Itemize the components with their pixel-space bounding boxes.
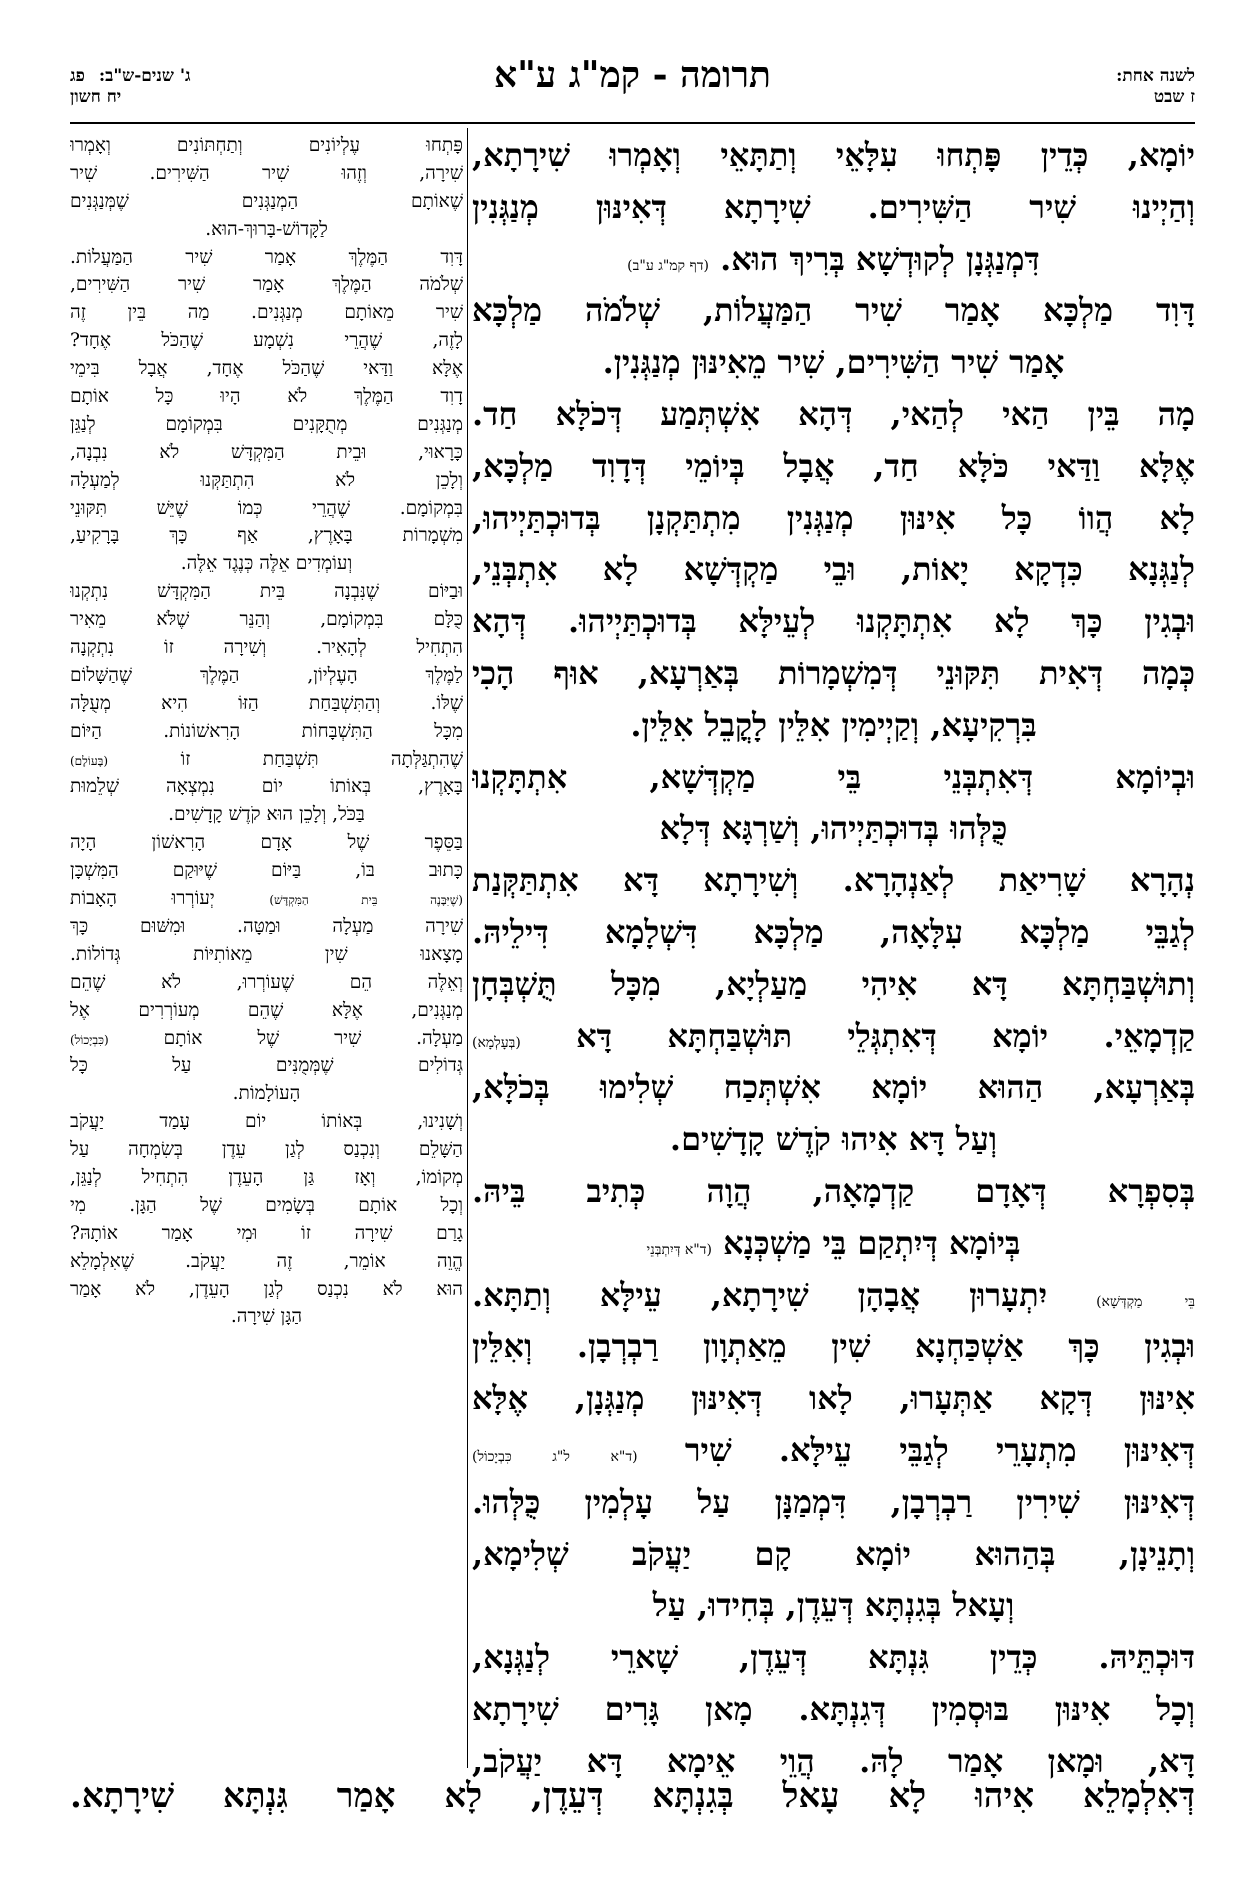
main-line: וְעַל דָּא אִיהוּ קֹדֶשׁ קָדָשִׁים. [669, 1120, 998, 1159]
variant-note: (ד"א דְּיִתְבְּנֵי [646, 1241, 712, 1258]
main-line: דְּאִינּוּן מִתְעָרֵי לְגַבֵּי עֵילָּא. שִׁיר (ד"א ל"ג כִּבְיָכוֹל) [472, 1430, 1195, 1469]
side-line: מְקוֹמוֹ, וְאָז גַּן הָעֵדֶן הִתְחִיל לְנַגֵּן, [70, 1166, 463, 1188]
main-aramaic-column [472, 130, 1195, 1788]
main-line: כְּמָה דְּאִית תִּקּוּנֵי דְּמִשְׁמָרוֹת בְּאַרְעָא, אוּף הָכִי [472, 653, 1195, 692]
side-line: לָזֶה, שֶׁהֲרֵי נִשְׁמָע שֶׁהַכֹּל אֶחָד? [70, 330, 463, 352]
side-line: כָּרָאוּי, וּבֵית הַמִּקְדָּשׁ לֹא נִבְנָה, [70, 441, 463, 463]
main-line: וְתוּשְׁבַּחְתָּא דָּא אִיהִי מַעַלְיָא, מִכָּל תֻּשְׁבְּחָן [472, 964, 1195, 1003]
main-line: דּוּכְתֵּיהּ. כְּדֵין גִּנְתָּא דְּעֵדֶן, שָׁארֵי לְנַגְּנָא, [472, 1638, 1195, 1677]
main-line: דָּא, וּמָאן אָמַר לָהּ. הֲוֵי אֵימָא דָּא יַעֲקֹב, [472, 1741, 1195, 1780]
side-line: דָּוִד הַמֶּלֶךְ אָמַר שִׁיר הַמַּעֲלוֹת. [70, 246, 463, 268]
main-line: וְעָאל בְּגִנְתָּא דְּעֵדֶן, בְּחִידוּ, עַל [652, 1586, 1015, 1625]
side-line: מַעְלָה. שִׁיר שֶׁל אוֹתָם (כִּבְיָכוֹל) [70, 1027, 463, 1049]
variant-note: בֵּי מַקְדְּשָׁא) [1096, 1293, 1195, 1310]
main-line: לְגַבֵּי מַלְכָּא עִלָּאָה, מַלְכָּא דִּשְׁלָמָא דִּילֵיהּ. [472, 912, 1195, 951]
side-line: וְאֵלֶּה הֵם שֶׁעוֹרְרוּ, לֹא שֶׁהֵם [70, 971, 463, 993]
main-line: כֻּלְּהוּ בְּדוּכְתַּיְיהוּ, וְשַׁרְגָּא דְּלָא [659, 809, 1008, 848]
main-line: וּבְגִין כָּךְ לָא אִתְתָּקְנוּ לְעֵילָּא בְּדוּכְתַּיְיהוּ. דְּהָא [472, 602, 1195, 641]
side-line: וְשָׁנִינוּ, בְּאוֹתוֹ יוֹם עָמַד יַעֲקֹב [70, 1111, 463, 1133]
main-line: אִינּוּן דְּקָא אַתְּעָרוּ, לָאו דְּאִינּוּן מְנַגְּנָן, אֶלָּא [472, 1379, 1195, 1418]
main-line: בְּיוֹמָא דְּיִתְקַם בֵּי מַשְׁכְּנָא (ד"א דְּיִתְבְּנֵי [646, 1223, 1021, 1262]
side-line: הִתְחִיל לְהָאִיר. וְשִׁירָה זוֹ נִתְקְנָה [70, 637, 463, 659]
side-line: שֶׁהִתְגַּלְּתָה תִּשְׁבַּחַת זוֹ (בָּעוֹלָם) [70, 748, 463, 770]
main-line: דְּאִינּוּן שִׁירִין רַבְרְבָן, דִּמְמַנָּן עַל עָלְמִין כֻּלְּהוּ. [472, 1482, 1195, 1521]
side-line: שִׁיר מֵאוֹתָם מְנַגְּנִים. מַה בֵּין זֶה [70, 302, 463, 324]
main-line: בֵּי מַקְדְּשָׁא) יִתְעָרוּן אֲבָהָן שִׁירָתָא, עֵילָּא וְתַתָּא. [472, 1275, 1195, 1314]
variant-note: (כִּבְיָכוֹל) [70, 1032, 109, 1047]
main-line: אֶלָּא וַדַּאי כֹּלָּא חַד, אֲבָל בְּיוֹמֵי דְּדָוִד מַלְכָּא, [472, 446, 1195, 485]
side-line: הוּא לֹא נִכְנַס לְגַן הָעֵדֶן, לֹא אָמַר [70, 1278, 463, 1300]
side-line: הַגָּן שִׁירָה. [230, 1306, 303, 1328]
main-line: וְתָנֵינָן, בְּהַהוּא יוֹמָא קָם יַעֲקֹב שְׁלִימָא, [472, 1534, 1195, 1573]
side-line: שֶׁאוֹתָם הַמְנַגְּנִים שֶׁמְּנַגְּנִים [70, 190, 463, 212]
side-line: בָּאָרֶץ, בְּאוֹתוֹ יוֹם נִמְצְאָה שְׁלֵמוּת [70, 776, 463, 798]
side-line: וְכָל אוֹתָם בְּשָׂמִים שֶׁל הַגָּן. מִי [70, 1194, 463, 1216]
side-line: וְלָכֵן לֹא הִתְתַּקְּנוּ לְמַעְלָה [70, 469, 463, 491]
side-line: הֱוֵה אוֹמֵר, זֶה יַעֲקֹב. שֶׁאִלְמָלֵא [70, 1250, 463, 1272]
main-line: וּבְיוֹמָא דְּאִתְבְּנֵי בֵּי מַקְדְּשָׁא, אִתְתָּקְנוּ [472, 757, 1195, 796]
side-line: מְנַגְּנִים מְתֻקָּנִים בִּמְקוֹמָם לְנַגֵּן [70, 413, 463, 435]
variant-note: (ד"א ל"ג כִּבְיָכוֹל) [472, 1448, 638, 1465]
variant-note: (בְּעָלְמָא) [472, 1034, 521, 1051]
main-line: וּבְגִין כָּךְ אַשְׁכַּחְנָא שִׁין מֵאַתְוָון רַבְרְבָן. וְאִלֵּין [472, 1327, 1195, 1366]
page-title: תרומה - קמ"ג ע"א [494, 54, 771, 96]
page-header [70, 52, 1195, 122]
side-line: מְנַגְּנִים, אֶלָּא שֶׁהֵם מְעוֹרְרִים אֶל [70, 999, 463, 1021]
main-line: בְּסִפְרָא דְּאָדָם קַדְמָאָה, הֲוָה כְּתִיב בֵּיהּ. [472, 1171, 1195, 1210]
side-line: שְׁלֹמֹה הַמֶּלֶךְ אָמַר שִׁיר הַשִּׁירִים, [70, 274, 463, 296]
main-line: מָה בֵּין הַאי לְהַאי, דְּהָא אִשְׁתְּמַע דְּכֹלָּא חַד. [472, 394, 1195, 433]
side-line: הַשָּׁלֵם וְנִכְנַס לְגַן עֵדֶן בְּשִׂמְחָה עַל [70, 1139, 463, 1161]
header-left [70, 66, 191, 108]
side-line: (שֶׁיִּבָּנֶה בֵּית הַמִּקְדָּשׁ) יְעוֹרְרוּ הָאָבוֹת [70, 888, 463, 910]
study-cycle-label: לשנה אחת: [1116, 66, 1195, 86]
side-line: לַקָּדוֹשׁ-בָּרוּךְ-הוּא. [205, 218, 328, 240]
main-line: לָא הֲווֹ כָּל אִינּוּן מְנַגְּנִין מִתְתַּקְנָן בְּדוּכְתַּיְיהוּ, [472, 498, 1195, 537]
page-number: פג [70, 66, 85, 86]
page-reference: (דף קמ"ג ע"ב) [627, 257, 709, 274]
cycle-label: ג' שנים-ש"ב: [98, 66, 191, 86]
side-line: שִׁירָה, וְזֶהוּ שִׁיר הַשִּׁירִים. שִׁיר [70, 162, 463, 184]
column-divider [467, 128, 468, 1768]
side-line: מִשְׁמָרוֹת בָּאָרֶץ, אַף כָּךְ בָּרָקִיעַ, [70, 525, 463, 547]
side-line: הָעוֹלָמוֹת. [232, 1083, 301, 1105]
side-line: בַּסֵּפֶר שֶׁל אָדָם הָרִאשׁוֹן הָיָה [70, 832, 463, 854]
main-line: בִּרְקִיעָא, וְקַיְימִין אִלֵּין לָקֳבֵל אִלֵּין. [630, 705, 1037, 744]
closing-line: דְּאִלְמָלֵא אִיהוּ לָא עָאל בְּגִנְתָּא דְּעֵדֶן, לָא אָמַר גִּנְתָּא שִׁירָתָא. [70, 1776, 1195, 1816]
side-line: גָרַם שִׁירָה זוֹ וּמִי אָמַר אוֹתָהּ? [70, 1222, 463, 1244]
main-line: וְכָל אִינּוּן בּוּסְמִין דְּגִנְתָּא. מָאן גָּרִים שִׁירָתָא [472, 1689, 1195, 1728]
side-line: וְעוֹמְדִים אֵלֶּה כְּנֶגֶד אֵלֶּה. [180, 553, 353, 575]
main-line: לְנַגְּנָא כִּדְקָא יָאוֹת, וּבֵי מַקְדְּשָׁא לָא אִתְבְּנֵי, [472, 550, 1195, 589]
main-line: דִּמְנַגְּנָן לְקוּדְשָׁא בְּרִיךְ הוּא. (דף קמ"ג ע"ב) [627, 239, 1040, 278]
main-line: נְהָרָא שָׁרִיאַת לְאַנְהָרָא. וְשִׁירָתָא דָּא אִתְתַּקְּנַת [472, 861, 1195, 900]
main-line: בְּאַרְעָא, הַהוּא יוֹמָא אִשְׁתְּכַח שְׁלִימוּ בְּכֹלָּא, [472, 1068, 1195, 1107]
side-line: אֶלָּא וַדַּאי שֶׁהַכֹּל אֶחָד, אֲבָל בִּימֵי [70, 358, 463, 380]
main-line: וְהַיְינוּ שִׁיר הַשִּׁירִים. שִׁירָתָא דְּאִינּוּן מְנַגְּנִין [472, 187, 1195, 226]
side-line: מִכָּל הַתִּשְׁבָּחוֹת הָרִאשׁוֹנוֹת. הַיּוֹם [70, 720, 463, 742]
side-line: גְּדוֹלִים שֶׁמְּמֻנִּים עַל כָּל [70, 1055, 463, 1077]
main-line: קַדְמָאֵי. יוֹמָא דְּאִתְגְּלֵי תּוּשְׁבַּחְתָּא דָּא (בְּעָלְמָא) [472, 1016, 1195, 1055]
cycle-date-label: יח חשון [70, 87, 122, 107]
side-line: בִּמְקוֹמָם. שֶׁהֲרֵי כְּמוֹ שֶׁיֵּשׁ תִּקּוּנֵי [70, 497, 463, 519]
side-line: כָּתוּב בּוֹ, בַּיּוֹם שֶׁיּוּקַם הַמִּשְׁכָּן [70, 860, 463, 882]
main-line: אָמַר שִׁיר הַשִּׁירִים, שִׁיר מֵאִינּוּן מְנַגְּנִין. [602, 343, 1065, 382]
hebrew-translation-column [70, 132, 463, 1331]
side-line: כֻּלָּם בִּמְקוֹמָם, וְהַנֵּר שֶׁלֹּא מֵאִיר [70, 609, 463, 631]
side-line: דָוִד הַמֶּלֶךְ לֹא הָיוּ כָּל אוֹתָם [70, 386, 463, 408]
side-line: בַּכֹּל, וְלָכֵן הוּא קֹדֶשׁ קָדָשִׁים. [168, 804, 365, 826]
header-rule [70, 122, 1195, 124]
variant-note: (שֶׁיִּבָּנֶה בֵּית הַמִּקְדָּשׁ) [269, 893, 463, 908]
main-line: יוֹמָא, כְּדֵין פָּתְחוּ עִלָּאֵי וְתַתָּאֵי וְאָמְרוּ שִׁירָתָא, [472, 136, 1195, 174]
side-line: לַמֶּלֶךְ הָעֶלְיוֹן, הַמֶּלֶךְ שֶׁהַשָּׁלוֹם [70, 664, 463, 686]
side-line: שִׁירָה מַעְלָה וּמַטָּה. וּמִשּׁוּם כָּךְ [70, 915, 463, 937]
side-line: מָצָאנוּ שִׁין מֵאוֹתִיּוֹת גְּדוֹלוֹת. [70, 943, 463, 965]
side-line: שֶׁלּוֹ. וְהַתִּשְׁבַּחַת הַזּוֹ הִיא מְעֻלָּה [70, 692, 463, 714]
variant-note: (בָּעוֹלָם) [70, 753, 109, 768]
main-line: דָּוִד מַלְכָּא אָמַר שִׁיר הַמַּעֲלוֹת, שְׁלֹמֹה מַלְכָּא [472, 291, 1195, 330]
side-line: וּבַיּוֹם שֶׁנִּבְנָה בֵּית הַמִּקְדָּשׁ נִתְקְנוּ [70, 581, 463, 603]
study-date-label: ז שבט [1153, 87, 1195, 107]
side-line: פָּתְחוּ עֶלְיוֹנִים וְתַחְתּוֹנִים וְאָמְרוּ [70, 135, 463, 156]
